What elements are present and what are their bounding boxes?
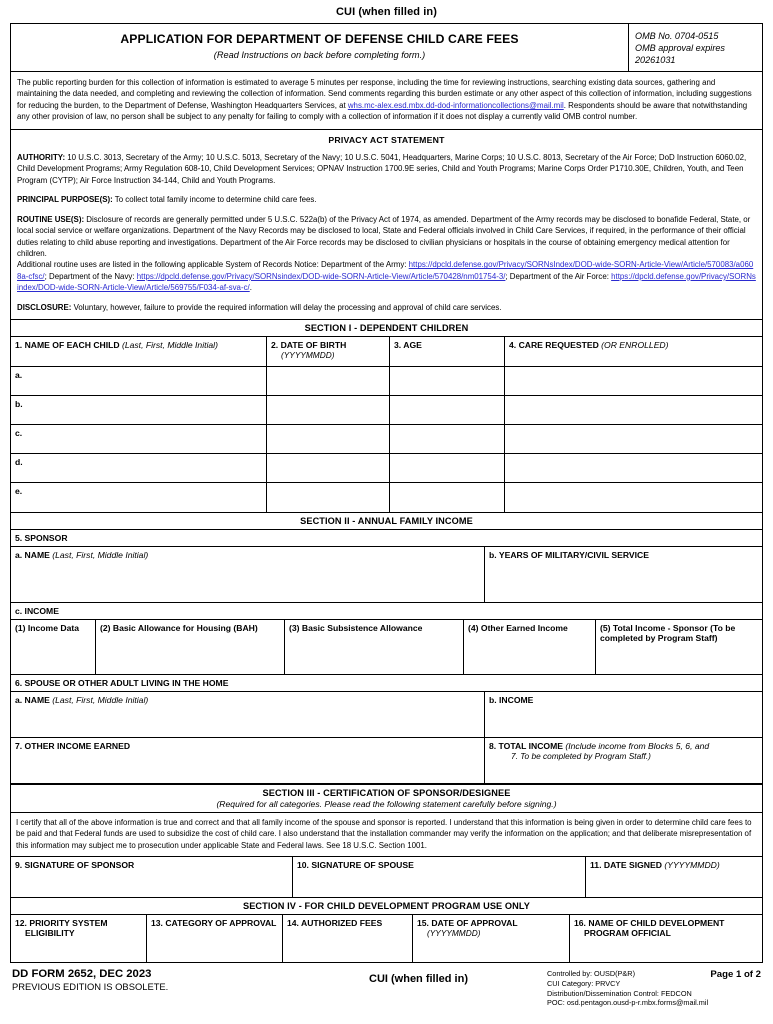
table-row [11, 396, 762, 425]
child-row-label-a: a. [11, 367, 266, 396]
child-care-field-c[interactable] [504, 425, 762, 454]
section-3-header: SECTION III - CERTIFICATION OF SPONSOR/DESIGNEE [11, 784, 762, 798]
field-12-label-line1: 12. PRIORITY SYSTEM [15, 917, 108, 928]
child-dob-field-a[interactable] [266, 367, 389, 396]
date-signed-hint: (YYYYMMDD) [664, 859, 720, 870]
child-row-label-e: e. [15, 486, 23, 497]
child-row-label-c: c. [11, 425, 266, 454]
privacy-disclosure-label: DISCLOSURE: [17, 302, 72, 312]
priority-system-eligibility-field[interactable] [11, 915, 146, 962]
omb-expires-label: OMB approval expires [635, 43, 725, 53]
spouse-name-field[interactable] [11, 692, 484, 738]
other-income-earned-field[interactable] [11, 738, 484, 784]
signature-spouse-field[interactable] [292, 857, 585, 897]
burden-text-1: The public reporting burden for this collection of information is estimated to average 5 minutes per response, including the time for reviewing instructions, searching existing data sources, gathering and maintaining the data needed, and completing and reviewing the collection of information. Send comments regarding this burden estimate or any other aspect of this collection of information, including suggestions for reducing the burden, to the Department of Defense, Washington Headquarters Services, at [17, 78, 752, 110]
child-row-label-d: d. [11, 454, 266, 483]
field-14-label: 14. AUTHORIZED FEES [287, 917, 383, 928]
omb-block [628, 24, 762, 71]
col2-hint: (YYYYMMDD) [281, 350, 335, 361]
child-age-field-d[interactable] [389, 454, 504, 483]
field-13-label: 13. CATEGORY OF APPROVAL [151, 917, 277, 928]
col1-label: NAME OF EACH CHILD [24, 340, 120, 351]
table-row [11, 483, 762, 512]
col4-label: CARE REQUESTED [518, 340, 599, 351]
field-16-label-line2: PROGRAM OFFICIAL [584, 927, 671, 938]
child-care-field-d[interactable] [504, 454, 762, 483]
date-signed-field[interactable] [585, 857, 762, 897]
block-5-sponsor-label: 5. SPONSOR [11, 530, 762, 547]
table-row [11, 425, 762, 454]
col1-hint: (Last, First, Middle Initial) [121, 340, 218, 351]
privacy-authority-label: AUTHORITY: [17, 152, 66, 162]
burden-text-2: . Respondents should be aware that notwithstanding any other provision of law, no person shall be subject to any penalty for failing to comply with a collection of information if it does not display a currently valid OMB control number. [17, 100, 748, 122]
block-8-hint-1: (Include income from Blocks 5, 6, and [565, 741, 710, 752]
distribution-control: Distribution/Dissemination Control: FEDCON [547, 988, 692, 998]
form-number: DD FORM 2652, DEC 2023 [12, 967, 152, 980]
privacy-routine-use [17, 214, 756, 294]
privacy-routine-text: Disclosure of records are generally permitted under 5 U.S.C. 522a(b) of the Privacy Act of 1974, as amended. Department of the Army records may be disclosed to bonafide Federal, State, or local social service or welfare organizations. Department of the Navy Records may be disclosed to local, State and Federal officials involved in Child Care Services, if required, in the performance of their official duties relating to child abuse reporting and investigations. Department of the Air Force records may be disclosed to civilian physicians or hospitals in the course of obtaining emergency medical attention for children. [17, 214, 751, 258]
signature-spouse-label: 10. SIGNATURE OF SPOUSE [297, 859, 414, 870]
block-5c-income-label: c. INCOME [11, 603, 762, 620]
section-1-column-headers [11, 337, 762, 367]
child-dob-field-e[interactable] [266, 483, 389, 512]
page-number: Page 1 of 2 [710, 968, 761, 980]
income-col-1-income-data[interactable]: (1) Income Data [11, 620, 95, 675]
col4-num: 4. [509, 340, 517, 351]
child-dob-field-d[interactable] [266, 454, 389, 483]
omb-expires-date: 20261031 [635, 55, 676, 65]
cui-category: CUI Category: PRVCY [547, 978, 621, 988]
sponsor-name-field[interactable] [11, 547, 484, 603]
child-age-field-b[interactable] [389, 396, 504, 425]
poc-email: POC: osd.pentagon.ousd-p-r.mbx.forms@mail.mil [547, 998, 709, 1008]
privacy-purpose-text: To collect total family income to determine child care fees. [112, 195, 317, 205]
child-age-field-e[interactable] [389, 483, 504, 512]
privacy-routine-label: ROUTINE USE(S): [17, 214, 85, 224]
section-2-header: SECTION II - ANNUAL FAMILY INCOME [11, 512, 762, 530]
child-care-field-e[interactable] [504, 483, 762, 512]
form-title-row [11, 24, 762, 72]
sorn-airforce-link[interactable]: https://dpcld.defense.gov/Privacy/SORNsindex/DOD-wide-SORN-Article-View/Article/569755/F034-af-sva-c/ [17, 271, 756, 293]
col1-num: 1. [15, 340, 23, 351]
form-footer [10, 963, 763, 1008]
signature-sponsor-label: 9. SIGNATURE OF SPONSOR [15, 859, 135, 870]
total-income-field[interactable] [484, 738, 762, 784]
signature-row [11, 857, 762, 897]
cui-banner-bottom: CUI (when filled in) [369, 972, 468, 985]
privacy-act-statement [11, 130, 762, 320]
field-15-hint: (YYYYMMDD) [427, 927, 481, 938]
form-title-block [11, 24, 628, 71]
privacy-routine-more: Additional routine uses are listed in the following applicable System of Records Notice: Department of the Army: [17, 260, 409, 270]
privacy-routine-mid-1: ; Department of the Navy: [44, 271, 137, 281]
section-4-fields-row [11, 915, 762, 962]
column-header-care-requested [504, 337, 762, 367]
spouse-income-label: b. INCOME [489, 695, 534, 706]
privacy-purpose [17, 194, 756, 205]
signature-sponsor-field[interactable] [11, 857, 292, 897]
sorn-army-link[interactable]: https://dpcld.defense.gov/Privacy/SORNsIndex/DOD-wide-SORN-Article-View/Article/570083/a0608a-cfsc/ [17, 260, 754, 281]
col2-label: DATE OF BIRTH [280, 340, 347, 351]
burden-email-link[interactable]: whs.mc-alex.esd.mbx.dd-dod-informationcollections@mail.mil [347, 100, 564, 110]
privacy-heading: PRIVACY ACT STATEMENT [328, 134, 445, 145]
form-subtitle: (Read Instructions on back before completing form.) [213, 50, 426, 60]
sorn-navy-link[interactable]: https://dpcld.defense.gov/Privacy/SORNsindex/DOD-wide-SORN-Article-View/Article/570428/nm01754-3/ [136, 271, 506, 281]
col4-hint: (OR ENROLLED) [601, 340, 669, 351]
section-4-header: SECTION IV - FOR CHILD DEVELOPMENT PROGRAM USE ONLY [11, 897, 762, 915]
footer-right [547, 968, 761, 1008]
block-8-hint-2: 7. To be completed by Program Staff.) [511, 751, 651, 762]
child-care-field-a[interactable] [504, 367, 762, 396]
child-dob-field-c[interactable] [266, 425, 389, 454]
spouse-name-label: a. NAME [15, 695, 50, 706]
date-of-approval-field[interactable] [412, 915, 569, 962]
field-12-label-line2: ELIGIBILITY [25, 927, 75, 938]
footer-left [12, 968, 290, 992]
income-col-4-other-earned[interactable]: (4) Other Earned Income [463, 620, 595, 675]
other-income-row [11, 738, 762, 784]
column-header-age [389, 337, 504, 367]
spouse-name-hint: (Last, First, Middle Initial) [52, 695, 149, 706]
spouse-income-field[interactable] [484, 692, 762, 738]
privacy-routine-mid-2: ; Department of the Air Force: [505, 271, 612, 281]
col3-label: AGE [403, 340, 422, 351]
column-header-child-name [11, 337, 266, 367]
child-age-field-c[interactable] [389, 425, 504, 454]
authorized-fees-field[interactable] [282, 915, 412, 962]
col2-num: 2. [271, 340, 279, 351]
field-15-label: 15. DATE OF APPROVAL [417, 917, 518, 928]
table-row [11, 367, 762, 396]
sponsor-name-label: a. NAME [15, 550, 50, 561]
section-3-subtitle: (Required for all categories. Please read the following statement carefully before signing.) [11, 798, 762, 813]
column-header-date-of-birth [266, 337, 389, 367]
privacy-routine-end: . [249, 283, 252, 293]
date-signed-label: 11. DATE SIGNED [590, 859, 662, 870]
cui-banner-top: CUI (when filled in) [336, 6, 437, 18]
omb-number: OMB No. 0704-0515 [635, 31, 719, 41]
controlled-by: Controlled by: OUSD(P&R) [547, 968, 635, 978]
income-col-2-bah[interactable]: (2) Basic Allowance for Housing (BAH) [95, 620, 284, 675]
income-col-5-total-sponsor[interactable]: (5) Total Income - Sponsor (To be completed by Program Staff) [595, 620, 762, 675]
privacy-disclosure-text: Voluntary, however, failure to provide the required information will delay the processing and approval of child care services. [71, 302, 502, 312]
table-row [11, 454, 762, 483]
child-age-field-a[interactable] [389, 367, 504, 396]
field-16-label-line1: 16. NAME OF CHILD DEVELOPMENT [574, 917, 725, 928]
block-7-label: 7. OTHER INCOME EARNED [15, 741, 131, 752]
reporting-burden-statement [11, 72, 762, 130]
certification-statement: I certify that all of the above information is true and correct and that all family income of the spouse and sponsor is reported. I understand that this information is being given in order to determine child care fees to be paid and that Federal funds are used to subsidize the cost of child care. I also understand that the installation commander may verify the information on the application; and that deliberate misrepresentation of this information may subject me to prosecution under applicable State and Federal laws. See 18 U.S.C. Section 1001. [11, 813, 762, 857]
block-8-label: 8. TOTAL INCOME [489, 741, 564, 752]
program-official-name-field[interactable] [569, 915, 762, 962]
col3-num: 3. [394, 340, 402, 351]
spouse-name-row [11, 692, 762, 738]
privacy-disclosure [17, 302, 756, 313]
block-6-spouse-label: 6. SPOUSE OR OTHER ADULT LIVING IN THE HOME [11, 675, 762, 692]
category-of-approval-field[interactable] [146, 915, 282, 962]
income-col-3-subsistence[interactable]: (3) Basic Subsistence Allowance [284, 620, 463, 675]
section-1-header: SECTION I - DEPENDENT CHILDREN [11, 320, 762, 337]
income-table-row [11, 620, 762, 675]
privacy-purpose-label: PRINCIPAL PURPOSE(S): [17, 195, 113, 205]
form-body [10, 23, 763, 963]
sponsor-name-hint: (Last, First, Middle Initial) [52, 550, 149, 561]
sponsor-years-service-field[interactable] [484, 547, 762, 603]
privacy-authority [17, 152, 756, 186]
privacy-authority-text: 10 U.S.C. 3013, Secretary of the Army; 10 U.S.C. 5013, Secretary of the Navy; 10 U.S.C. 5041, Headquarters, Marine Corps; 10 U.S.C. 8013, Secretary of the Air Force; DoD Instruction 6060.02, Child Development Programs; Army Regulation 608-10, Child Development Services; OPNAV Instruction 1700.9E series, Child and Youth Programs; Marine Corps Order P1710.30E, Children, Youth, and Teen Program (CYTP); Air Force Instruction 34-144, Child and Youth Programs. [17, 152, 747, 185]
sponsor-years-label: b. YEARS OF MILITARY/CIVIL SERVICE [489, 550, 649, 561]
child-row-label-b: b. [11, 396, 266, 425]
previous-edition-note: PREVIOUS EDITION IS OBSOLETE. [12, 980, 169, 992]
child-dob-field-b[interactable] [266, 396, 389, 425]
child-care-field-b[interactable] [504, 396, 762, 425]
form-title: APPLICATION FOR DEPARTMENT OF DEFENSE CHILD CARE FEES [120, 32, 519, 46]
sponsor-name-row [11, 547, 762, 603]
